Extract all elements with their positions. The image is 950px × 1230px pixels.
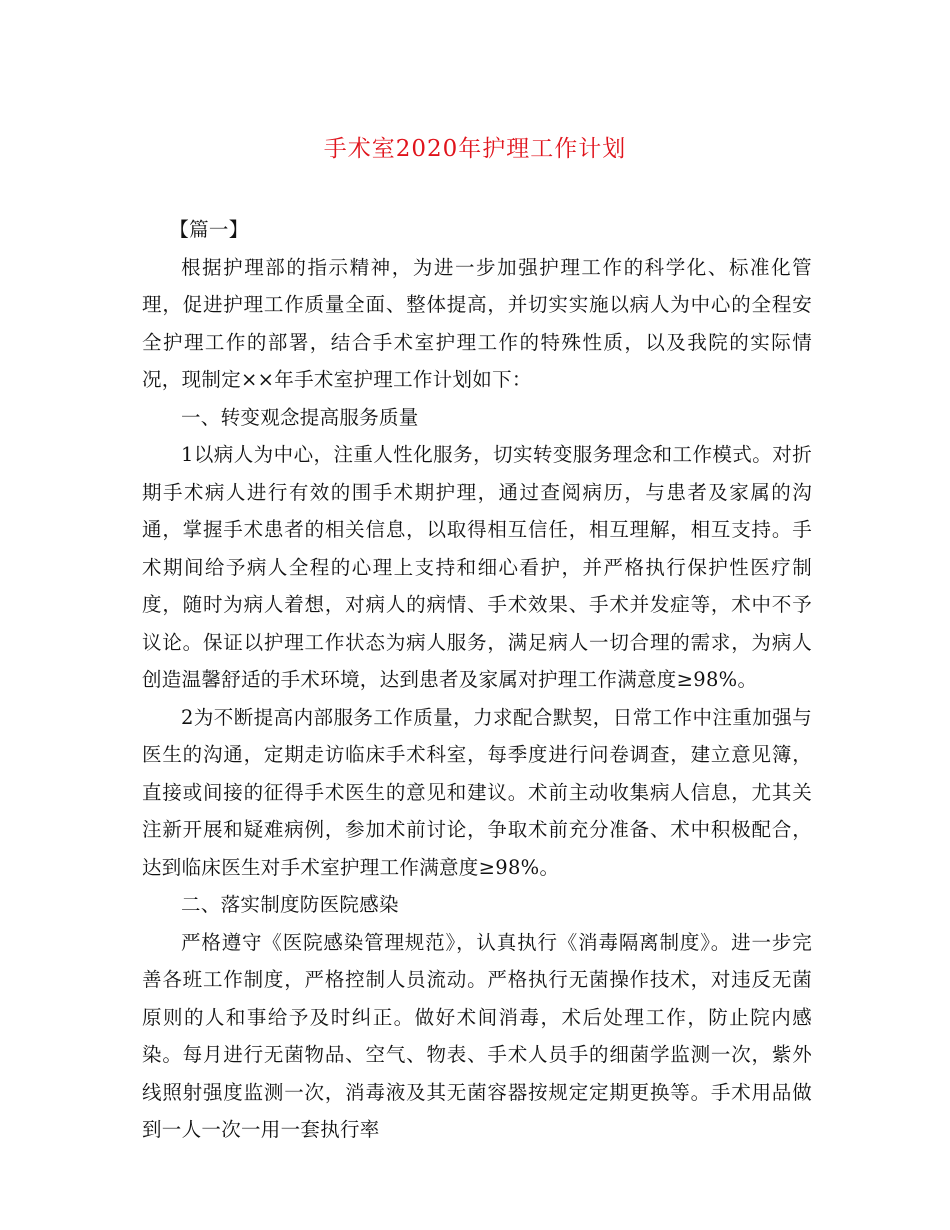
paragraph-intro: 根据护理部的指示精神，为进一步加强护理工作的科学化、标准化管理，促进护理工作质量全面、整体提高，并切实实施以病人为中心的全程安全护理工作的部署，结合手术室护理工作的特殊性质，以及我院的实际情况，现制定××年手术室护理工作计划如下： — [142, 255, 812, 391]
paragraph-item-2: 2为不断提高内部服务工作质量，力求配合默契，日常工作中注重加强与医生的沟通，定期走访临床手术科室，每季度进行问卷调查，建立意见簿，直接或间接的征得手术医生的意见和建议。术前主动收集病人信息，尤其关注新开展和疑难病例，参加术前讨论，争取术前充分准备、术中积极配合，达到临床医生对手术室护理工作满意度≥98%。 — [142, 705, 812, 879]
document-body — [142, 211, 812, 1149]
document-title: 手术室2020年护理工作计划 — [323, 136, 627, 162]
heading-section-2: 二、落实制度防医院感染 — [181, 893, 399, 916]
section-label: 【篇一】 — [169, 218, 249, 241]
heading-section-1: 一、转变观念提高服务质量 — [181, 405, 419, 429]
paragraph-infection-control: 严格遵守《医院感染管理规范》，认真执行《消毒隔离制度》。进一步完善各班工作制度，严格控制人员流动。严格执行无菌操作技术，对违反无菌原则的人和事给予及时纠正。做好术间消毒，术后处理工作，防止院内感染。每月进行无菌物品、空气、物表、手术人员手的细菌学监测一次，紫外线照射强度监测一次，消毒液及其无菌容器按规定定期更换等。手术用品做到一人一次一用一套执行率 — [142, 930, 812, 1141]
paragraph-item-1: 1以病人为中心，注重人性化服务，切实转变服务理念和工作模式。对折期手术病人进行有效的围手术期护理，通过查阅病历，与患者及家属的沟通，掌握手术患者的相关信息，以取得相互信任，相互理解，相互支持。手术期间给予病人全程的心理上支持和细心看护，并严格执行保护性医疗制度，随时为病人着想，对病人的病情、手术效果、手术并发症等，术中不予议论。保证以护理工作状态为病人服务，满足病人一切合理的需求，为病人创造温馨舒适的手术环境，达到患者及家属对护理工作满意度≥98%。 — [142, 443, 812, 691]
